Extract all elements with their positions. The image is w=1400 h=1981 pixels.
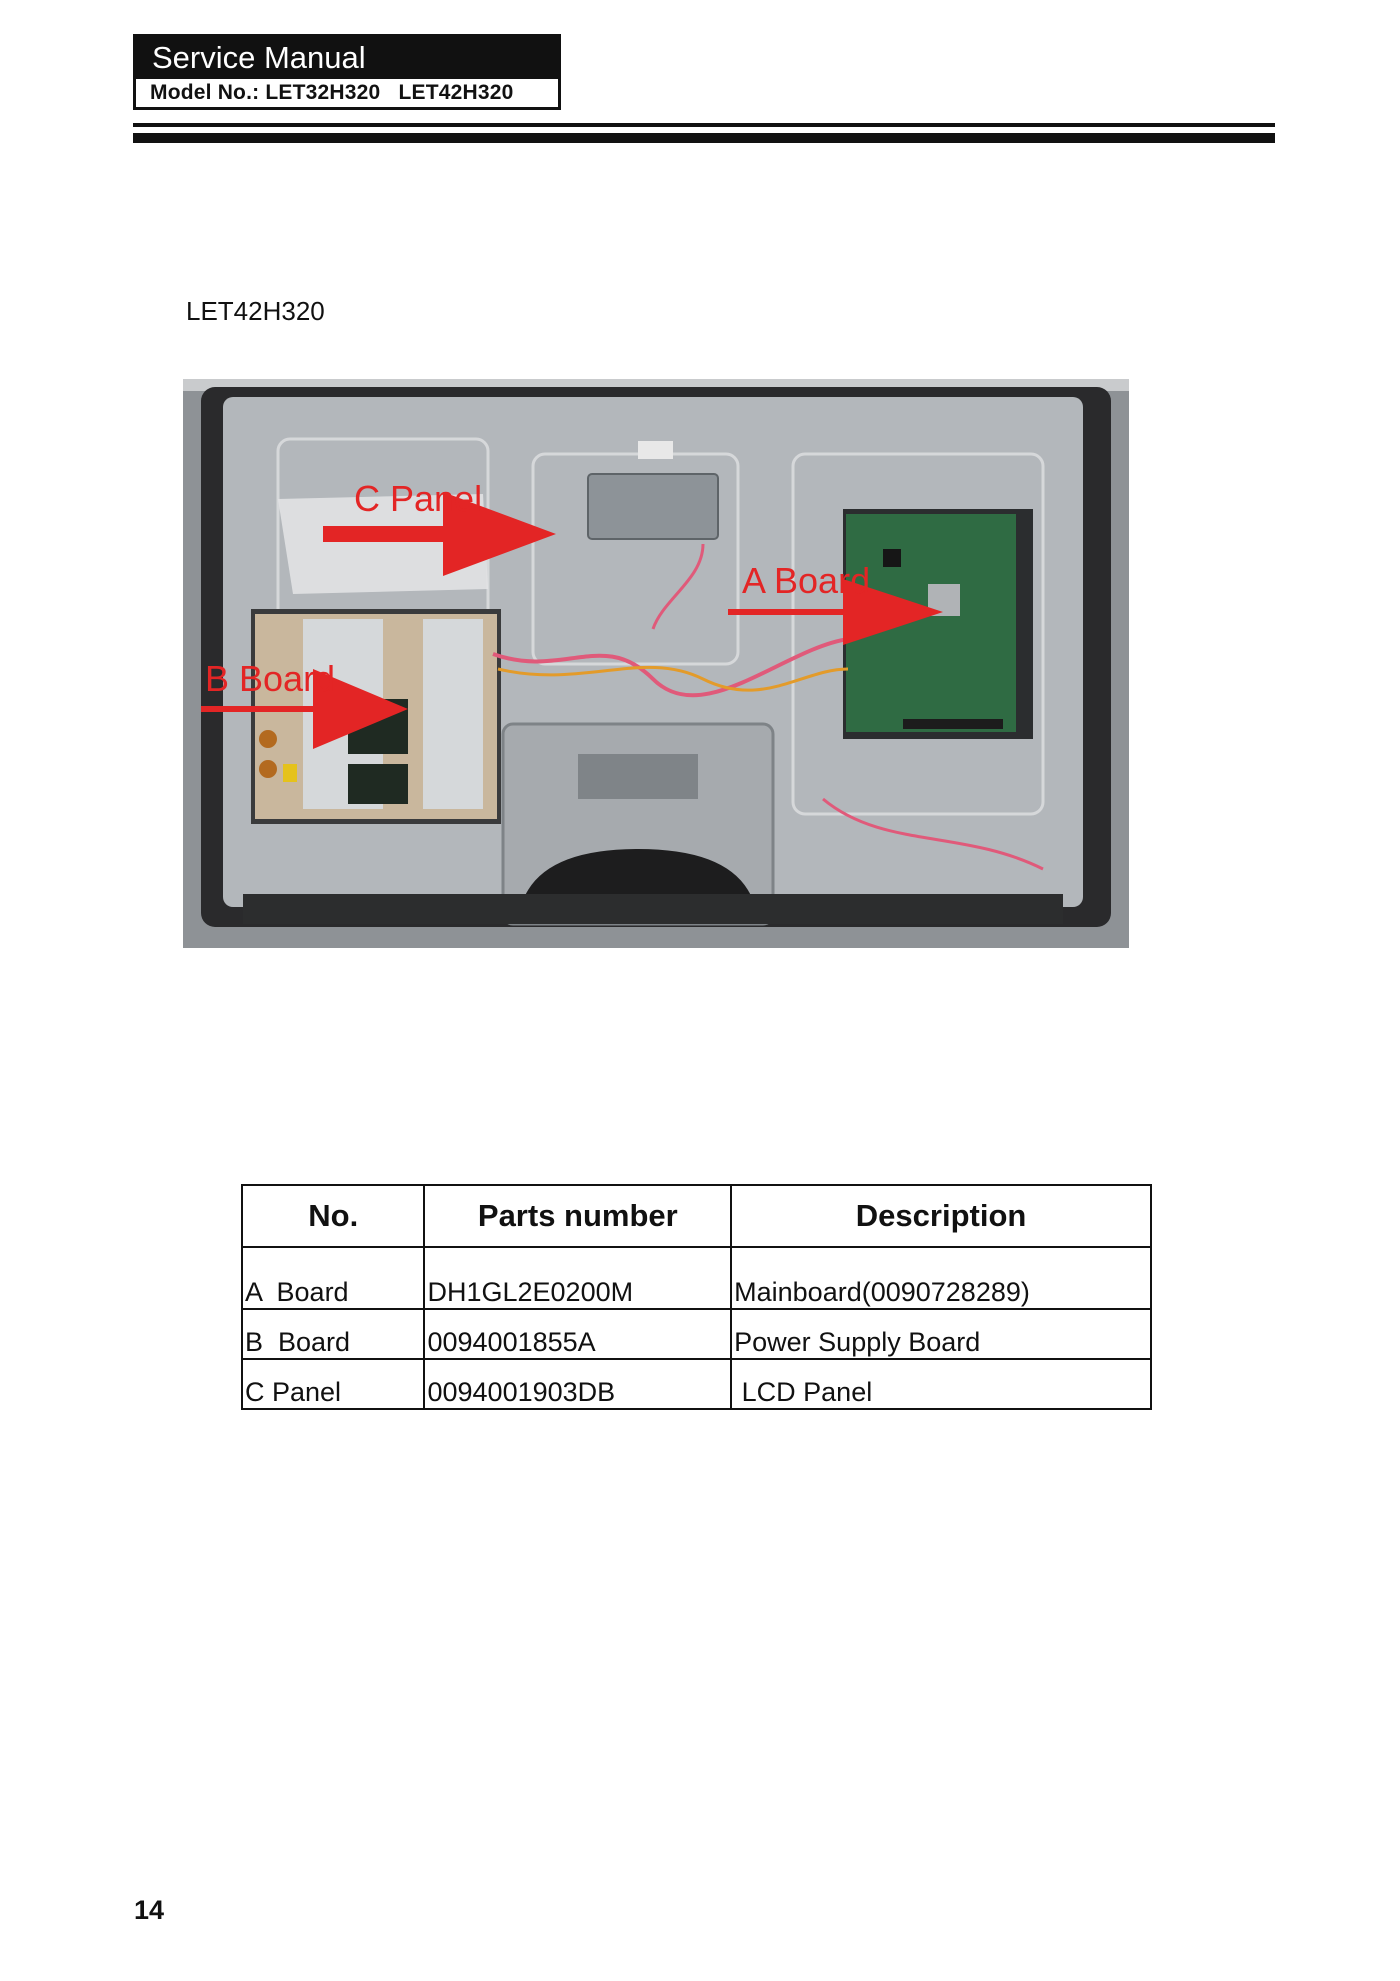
col-header-parts-number: Parts number	[424, 1185, 731, 1247]
cell-description: Power Supply Board	[731, 1309, 1151, 1359]
tv-back-photo	[183, 379, 1129, 948]
manual-title: Service Manual	[136, 37, 558, 79]
cell-description: LCD Panel	[731, 1359, 1151, 1409]
c-panel-callout: C Panel	[354, 478, 483, 519]
header-rule-thin	[133, 123, 1275, 127]
header-rule-thick	[133, 133, 1275, 143]
header-box	[133, 34, 561, 110]
cell-description: Mainboard(0090728289)	[731, 1247, 1151, 1309]
col-header-no: No.	[242, 1185, 424, 1247]
a-board-callout: A Board	[742, 560, 871, 601]
table-row	[242, 1309, 1151, 1359]
table-row	[242, 1359, 1151, 1409]
page-number: 14	[134, 1895, 165, 1925]
cell-parts-number: DH1GL2E0200M	[424, 1247, 731, 1309]
model-number-line: Model No.: LET32H320 LET42H320	[150, 81, 514, 104]
section-model-label: LET42H320	[186, 296, 325, 326]
table-row	[242, 1247, 1151, 1309]
cell-no: B Board	[242, 1309, 424, 1359]
parts-table	[241, 1184, 1152, 1410]
b-board-callout: B Board	[205, 658, 336, 699]
cell-parts-number: 0094001903DB	[424, 1359, 731, 1409]
cell-no: C Panel	[242, 1359, 424, 1409]
table-header-row	[242, 1185, 1151, 1247]
col-header-description: Description	[731, 1185, 1151, 1247]
cell-no: A Board	[242, 1247, 424, 1309]
cell-parts-number: 0094001855A	[424, 1309, 731, 1359]
